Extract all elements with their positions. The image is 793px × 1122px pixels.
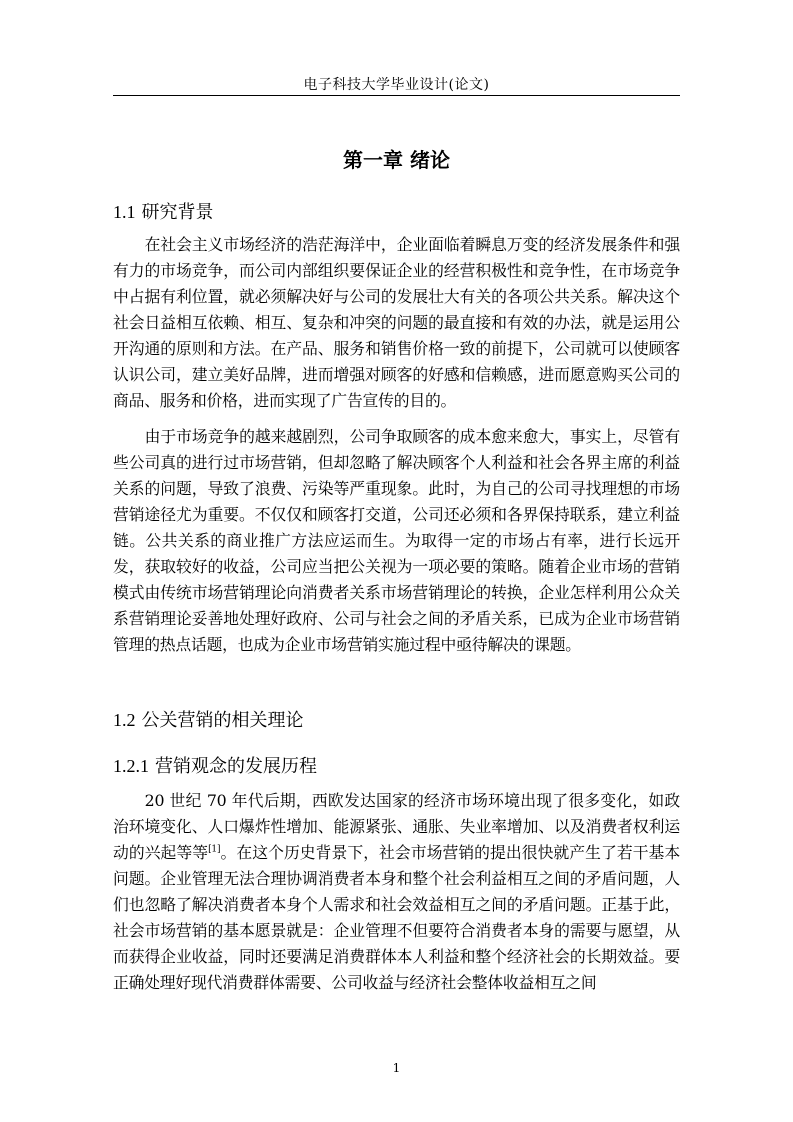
paragraph-text-before-citation: 20 世纪 70 年代后期，西欧发达国家的经济市场环境出现了很多变化，如政治环境变化、人口爆炸性增加、能源紧张、通胀、失业率增加、以及消费者权利运动的兴起等等 [113, 791, 680, 862]
section-title: 公关营销的相关理论 [141, 710, 304, 731]
section-number: 1.1 [113, 202, 136, 222]
section-title: 研究背景 [141, 202, 214, 223]
section-heading-1-2 [113, 707, 304, 734]
paragraph-marketing-concept [113, 788, 680, 996]
running-header: 电子科技大学毕业设计(论文) [303, 77, 490, 93]
subsection-title: 营销观念的发展历程 [155, 756, 317, 777]
paragraph-research-background-2: 由于市场竞争的越来越剧烈，公司争取顾客的成本愈来愈大，事实上，尽管有些公司真的进行过市场营销，但却忽略了解决顾客个人利益和社会各界主席的利益关系的问题，导致了浪费、污染等严重现象。此时，为自己的公司寻找理想的市场营销途径尤为重要。不仅仅和顾客打交道，公司还必须和各界保持联系，建立利益链。公共关系的商业推广方法应运而生。为取得一定的市场占有率，进行长远开发，获取较好的收益，公司应当把公关视为一项必要的策略。随着企业市场的营销模式由传统市场营销理论向消费者关系市场营销理论的转换，企业怎样利用公众关系营销理论妥善地处理好政府、公司与社会之间的矛盾关系，已成为企业市场营销管理的热点话题，也成为企业市场营销实施过程中亟待解决的课题。 [113, 427, 680, 654]
subsection-heading-1-2-1 [113, 753, 317, 780]
citation-ref[interactable]: [1] [208, 844, 221, 855]
chapter-title: 第一章 绪论 [343, 148, 450, 172]
subsection-number: 1.2.1 [113, 756, 149, 776]
paragraph-research-background-1: 在社会主义市场经济的浩茫海洋中，企业面临着瞬息万变的经济发展条件和强有力的市场竞争，而公司内部组织要保证企业的经营积极性和竞争性，在市场竞争中占据有利位置，就必须解决好与公司的发展壮大有关的各项公共关系。解决这个社会日益相互依赖、相互、复杂和冲突的问题的最直接和有效的办法，就是运用公开沟通的原则和方法。在产品、服务和销售价格一致的前提下，公司就可以使顾客认识公司，建立美好品牌，进而增强对顾客的好感和信赖感，进而愿意购买公司的商品、服务和价格，进而实现了广告宣传的目的。 [113, 235, 680, 410]
section-number: 1.2 [113, 710, 136, 730]
section-heading-1-1 [113, 199, 214, 226]
paragraph-text-after-citation: 。在这个历史背景下，社会市场营销的提出很快就产生了若干基本问题。企业管理无法合理协调消费者本身和整个社会利益相互之间的矛盾问题，人们也忽略了解决消费者本身个人需求和社会效益相互之间的矛盾问题。正基于此，社会市场营销的基本愿景就是：企业管理不但要符合消费者本身的需要与愿望，从而获得企业收益，同时还要满足消费群体本人利益和整个经济社会的长期效益。要正确处理好现代消费群体需要、公司收益与经济社会整体收益相互之间 [113, 843, 680, 992]
header-divider [113, 95, 680, 96]
page-number: 1 [392, 1061, 401, 1075]
